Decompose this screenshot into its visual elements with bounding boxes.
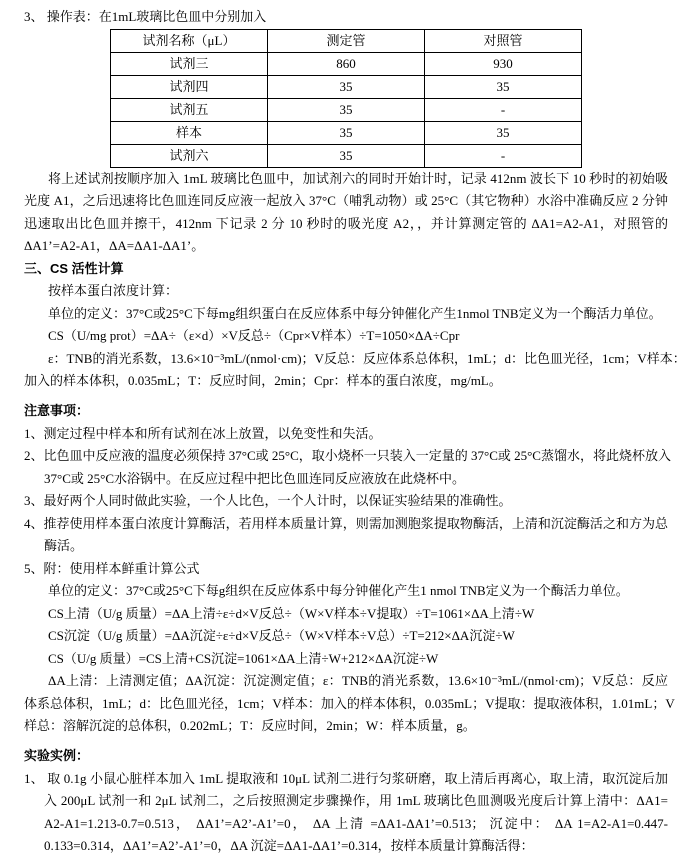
table-row bbox=[111, 52, 582, 75]
paragraph-line: ε：TNB的消光系数，13.6×10⁻³mL/(nmol·cm)；V反总：反应体系总体积，1mL；d：比色皿光径，1cm；V样本： bbox=[48, 350, 686, 366]
table-cell: 试剂四 bbox=[111, 75, 268, 98]
table-cell: 35 bbox=[268, 75, 425, 98]
list-item: 2、比色皿中反应液的温度必须保持 37°C或 25°C，取小烧杯一只装入一定量的 37°C或 25°C蒸馏水，将此烧杯放入 bbox=[24, 448, 671, 463]
cs-calculation-section bbox=[0, 258, 686, 393]
table-cell: 35 bbox=[425, 121, 582, 144]
formula-line: CS上清（U/g 质量）=ΔA上清÷ε÷d×V反总÷（W×V样本÷V提取）÷T=1061×ΔA上清÷W bbox=[48, 605, 535, 621]
table-cell: 35 bbox=[268, 144, 425, 167]
table-cell: 35 bbox=[268, 121, 425, 144]
table-row bbox=[111, 98, 582, 121]
paragraph-line: 加入的样本体积，0.035mL；T：反应时间，2min；Cpr：样本的蛋白浓度，mg/mL。 bbox=[24, 373, 502, 388]
paragraph-line: 将上述试剂按顺序加入 1mL 玻璃比色皿中，加试剂六的同时开始计时，记录 412nm 波长下 10 秒时的初始吸 bbox=[48, 170, 668, 186]
paragraph-line: 样总：溶解沉淀的总体积，0.202mL；T：反应时间，2min；W：样本质量，g。 bbox=[24, 718, 476, 733]
paragraph-line: 单位的定义：37°C或25°C下每g组织在反应体系中每分钟催化产生1 nmol TNB定义为一个酶活力单位。 bbox=[48, 583, 629, 598]
paragraph-line: 单位的定义：37°C或25°C下每mg组织蛋白在反应体系中每分钟催化产生1nmol TNB定义为一个酶活力单位。 bbox=[48, 305, 662, 321]
example-section bbox=[0, 745, 668, 858]
table-cell: 35 bbox=[425, 75, 582, 98]
paragraph-line: 体系总体积，1mL；d：比色皿光径，1cm；V样本：加入的样本体积，0.035mL；V提取：提取液体积，1.01mL；V bbox=[24, 695, 675, 711]
table-cell: 试剂五 bbox=[111, 98, 268, 121]
table-header-cell: 试剂名称（μL） bbox=[111, 29, 268, 52]
table-row bbox=[111, 75, 582, 98]
operation-table bbox=[110, 29, 582, 168]
step3-paragraph bbox=[0, 168, 668, 258]
table-header-cell: 对照管 bbox=[425, 29, 582, 52]
formula-line: CS（U/mg prot）=ΔA÷（ε×d）×V反总÷（Cpr×V样本）÷T=1050×ΔA÷Cpr bbox=[48, 328, 460, 343]
table-row bbox=[111, 144, 582, 167]
list-item: 1、 取 0.1g 小鼠心脏样本加入 1mL 提取液和 10μL 试剂二进行匀浆研磨，取上清后再离心，取上清，取沉淀后加 bbox=[24, 770, 668, 786]
table-cell: 试剂三 bbox=[111, 52, 268, 75]
formula-line: CS沉淀（U/g 质量）=ΔA沉淀÷ε÷d×V反总÷（W×V样本÷V总）÷T=212×ΔA沉淀÷W bbox=[48, 628, 515, 643]
table-cell: 860 bbox=[268, 52, 425, 75]
table-cell: - bbox=[425, 144, 582, 167]
table-cell: - bbox=[425, 98, 582, 121]
paragraph-line: ΔA上清：上清测定值；ΔA沉淀：沉淀测定值；ε：TNB的消光系数，13.6×10⁻³mL/(nmol·cm)；V反总：反应 bbox=[48, 673, 668, 688]
list-item: 1、测定过程中样本和所有试剂在冰上放置，以免变性和失活。 bbox=[24, 425, 382, 441]
section-title: 注意事项： bbox=[24, 403, 90, 418]
list-item-continuation: 酶活。 bbox=[44, 538, 84, 553]
table-cell: 样本 bbox=[111, 121, 268, 144]
list-item-continuation: 入 200μL 试剂一和 2μL 试剂二，之后按照测定步骤操作，用 1mL 玻璃比色皿测吸光度后计算上清中：ΔA1= bbox=[44, 793, 668, 808]
section-title: 三、CS 活性计算 bbox=[24, 260, 124, 276]
paragraph-line: ΔA1’=A2-A1，ΔA=ΔA1-ΔA1’。 bbox=[24, 238, 205, 253]
list-item: 3、最好两个人同时做此实验，一个人比色，一个人计时，以保证实验结果的准确性。 bbox=[24, 493, 512, 508]
list-item: 5、附：使用样本鲜重计算公式 bbox=[24, 560, 200, 576]
table-cell: 试剂六 bbox=[111, 144, 268, 167]
list-item-continuation: 37°C或 25°C水浴锅中。在反应过程中把比色皿连同反应液放在此烧杯中。 bbox=[44, 470, 465, 486]
table-row bbox=[111, 121, 582, 144]
paragraph-line: 光度 A1，之后迅速将比色皿连同反应液一起放入 37°C（哺乳动物）或 25°C（其它物种）水浴中准确反应 2 分钟 bbox=[24, 193, 668, 208]
table-cell: 35 bbox=[268, 98, 425, 121]
table-header-cell: 测定管 bbox=[268, 29, 425, 52]
formula-line: CS（U/g 质量）=CS上清+CS沉淀=1061×ΔA上清÷W+212×ΔA沉淀÷W bbox=[48, 650, 439, 666]
step3-heading: 3、 操作表：在1mL玻璃比色皿中分别加入 bbox=[24, 9, 267, 24]
table-cell: 930 bbox=[425, 52, 582, 75]
notes-section bbox=[0, 400, 675, 738]
list-item: 4、推荐使用样本蛋白浓度计算酶活，若用样本质量计算，则需加测胞浆提取物酶活，上清和沉淀酶活之和方为总 bbox=[24, 515, 668, 531]
list-item-continuation: 0.133=0.314，ΔA1’=A2’-A1’=0，ΔA 沉淀=ΔA1-ΔA1’=0.314，按样本质量计算酶活得： bbox=[44, 838, 534, 853]
table-header-row bbox=[111, 29, 582, 52]
list-item-continuation: A2-A1=1.213-0.7=0.513， ΔA1’=A2’-A1’=0， ΔA 上清 =ΔA1-ΔA1’=0.513； 沉淀中： ΔA 1=A2-A1=0.447- bbox=[44, 815, 668, 831]
paragraph-line: 按样本蛋白浓度计算： bbox=[48, 283, 179, 298]
section-title: 实验实例： bbox=[24, 748, 90, 763]
paragraph-line: 迅速取出比色皿并擦干，412nm 下记录 2 分 10 秒时的吸光度 A2，，并计算测定管的 ΔA1=A2-A1，对照管的 bbox=[24, 215, 668, 231]
